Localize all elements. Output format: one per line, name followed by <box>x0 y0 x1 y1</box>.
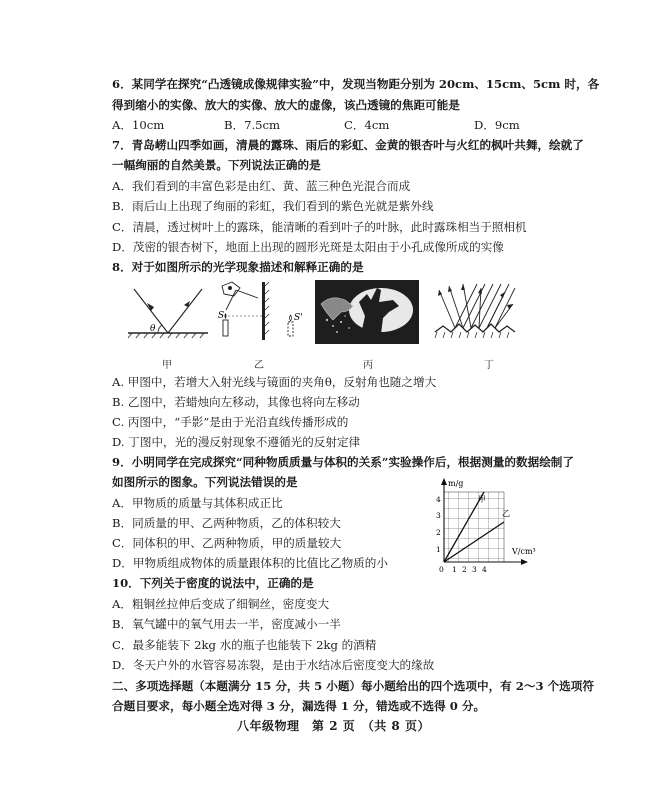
q10-option-b: B．氧气罐中的氧气用去一半，密度减小一半 <box>112 617 341 631</box>
q10-stem: 10．下列关于密度的说法中，正确的是 <box>112 576 314 590</box>
mass-volume-graph <box>428 478 538 578</box>
q6-stem-line1: 6．某同学在探究“凸透镜成像规律实验”中，发现当物距分别为 20cm、15cm、5cm 时，各 <box>112 77 600 91</box>
q9-stem-line2: 如图所示的图象。下列说法错误的是 <box>112 475 298 489</box>
figure-jia-reflection <box>128 285 208 340</box>
page-footer: 八年级物理 第 2 页 （共 8 页） <box>237 719 430 733</box>
theta-symbol: θ <box>150 324 156 334</box>
q9-option-d: D．甲物质组成物体的质量跟体积的比值比乙物质的小 <box>112 556 388 570</box>
graph-ytick-1: 1 <box>436 545 441 554</box>
q6-option-d: D．9cm <box>474 118 520 132</box>
q7-option-a: A．我们看到的丰富色彩是由红、黄、蓝三种色光混合而成 <box>112 179 411 193</box>
graph-xtick-4: 4 <box>482 565 487 574</box>
graph-ylabel: m/g <box>448 479 464 488</box>
graph-origin: 0 <box>439 565 444 574</box>
graph-series-yi: 乙 <box>502 509 510 518</box>
graph-xlabel: V/cm³ <box>512 547 536 556</box>
graph-series-jia: 甲 <box>478 495 486 504</box>
graph-ytick-4: 4 <box>436 495 441 504</box>
q7-option-c: C．清晨，透过树叶上的露珠，能清晰的看到叶子的叶脉，此时露珠相当于照相机 <box>112 220 527 234</box>
candle-icon <box>223 320 228 336</box>
figure-label-jia: 甲 <box>162 360 172 371</box>
graph-xtick-3: 3 <box>472 565 477 574</box>
q7-stem-line2: 一幅绚丽的自然美景。下列说法正确的是 <box>112 158 321 172</box>
q8-stem: 8．对于如图所示的光学现象描述和解释正确的是 <box>112 260 364 274</box>
q9-option-b: B．同质量的甲、乙两种物质，乙的体积较大 <box>112 516 341 530</box>
q6-option-b: B．7.5cm <box>224 118 281 132</box>
graph-ytick-3: 3 <box>436 511 441 520</box>
q6-option-c: C．4cm <box>344 118 390 132</box>
figure-yi-plane-mirror <box>218 280 310 345</box>
q6-stem-line2: 得到缩小的实像、放大的实像、放大的虚像，该凸透镜的焦距可能是 <box>112 98 460 112</box>
q10-option-d: D．冬天户外的水管容易冻裂，是由于水结冰后密度变大的缘故 <box>112 658 435 672</box>
q6-option-a: A．10cm <box>112 118 165 132</box>
q8-option-a: A. 甲图中，若增大入射光线与镜面的夹角θ，反射角也随之增大 <box>112 375 437 389</box>
s-label: S <box>218 311 225 321</box>
figure-ding-diffuse <box>433 282 515 344</box>
graph-xtick-2: 2 <box>462 565 467 574</box>
section2-line1: 二、多项选择题（本题满分 15 分，共 5 小题）每小题给出的四个选项中，有 2～3 个选项符 <box>112 679 594 693</box>
figure-label-bing: 丙 <box>363 360 373 371</box>
q7-option-b: B．雨后山上出现了绚丽的彩虹，我们看到的紫色光就是紫外线 <box>112 199 434 213</box>
q7-option-d: D．茂密的银杏树下，地面上出现的圆形光斑是太阳由于小孔成像所成的实像 <box>112 240 504 254</box>
q8-option-c: C. 丙图中，“手影”是由于光沿直线传播形成的 <box>112 415 349 429</box>
figure-label-ding: 丁 <box>484 360 494 371</box>
q7-stem-line1: 7．青岛崂山四季如画，清晨的露珠、雨后的彩虹、金黄的银杏叶与火红的枫叶共舞，绘就了 <box>112 138 584 152</box>
q8-option-d: D. 丁图中，光的漫反射现象不遵循光的反射定律 <box>112 435 361 449</box>
q9-option-c: C．同体积的甲、乙两种物质，甲的质量较大 <box>112 536 342 550</box>
q9-stem-line1: 9．小明同学在完成探究“同种物质质量与体积的关系”实验操作后，根据测量的数据绘制了 <box>112 455 574 469</box>
figure-label-yi: 乙 <box>254 360 264 371</box>
q8-option-b: B. 乙图中，若蜡烛向左移动，其像也将向左移动 <box>112 395 360 409</box>
q10-option-c: C．最多能装下 2kg 水的瓶子也能装下 2kg 的酒精 <box>112 638 377 652</box>
figure-bing-hand-shadow <box>315 280 419 344</box>
s-prime-label: S' <box>294 313 303 323</box>
graph-xtick-1: 1 <box>452 565 457 574</box>
q9-option-a: A．甲物质的质量与其体积成正比 <box>112 496 283 510</box>
graph-ytick-2: 2 <box>436 528 441 537</box>
section2-line2: 合题目要求，每小题全选对得 3 分，漏选得 1 分，错选或不选得 0 分。 <box>112 699 486 713</box>
q10-option-a: A．粗铜丝拉伸后变成了细铜丝，密度变大 <box>112 597 330 611</box>
